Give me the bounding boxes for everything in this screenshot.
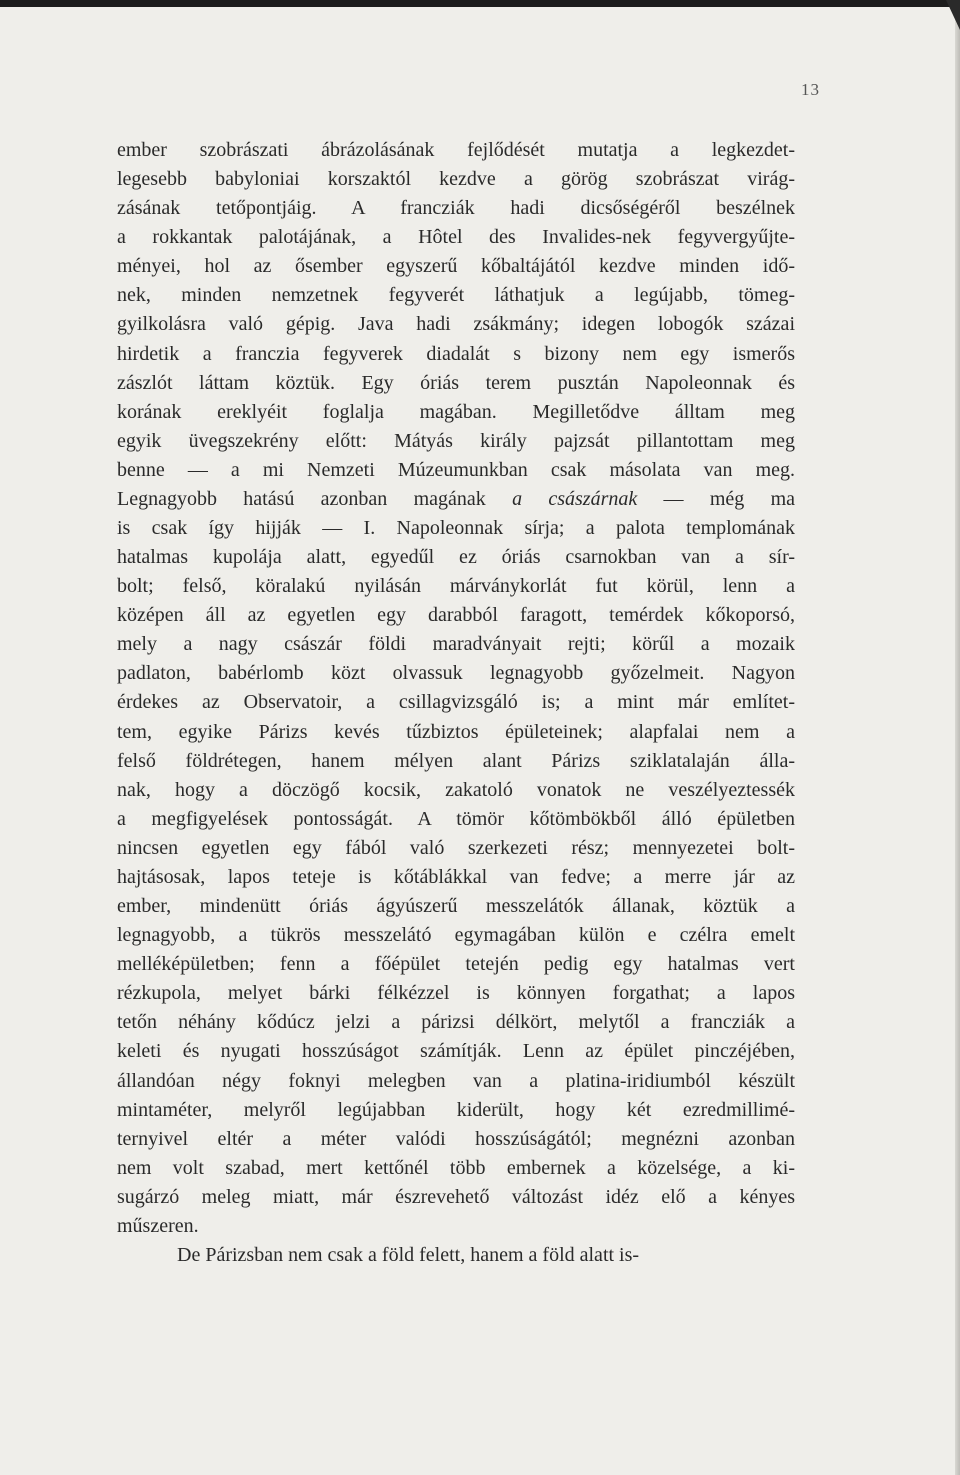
text-line: nek, minden nemzetnek fegyverét láthatjuk a legújabb, tömeg- [117,284,795,307]
text-line: egyik üvegszekrény előtt: Mátyás király pajzsát pillantottam meg [117,429,795,452]
page-right-edge [955,0,960,1475]
text-line: benne — a mi Nemzeti Múzeumunkban csak másolata van meg. [117,458,795,481]
text-line: zásának tetőpontjáig. A francziák hadi dicsőségéről beszélnek [117,197,795,220]
text-line: zászlót láttam köztük. Egy óriás terem pusztán Napoleonnak és [117,371,795,394]
text-line: ember szobrászati ábrázolásának fejlődését mutatja a legkezdet- [117,139,795,161]
text-line: legesebb babyloniai korszaktól kezdve a görög szobrászat virág- [117,168,795,191]
text-line: nem volt szabad, mert kettőnél több embernek a közelsége, a ki- [117,1156,795,1179]
text-line: korának ereklyéit foglalja magában. Megilletődve álltam meg [117,400,795,423]
text-line: rézkupola, melyet bárki félkézzel is könnyen forgathat; a lapos [117,982,795,1005]
text-line: ményei, hol az ősember egyszerű kőbaltájától kezdve minden idő- [117,255,795,278]
text-line: a megfigyelések pontosságát. A tömör kőtömbökből álló épületben [117,807,795,830]
text-line: nak, hogy a döczögő kocsik, zakatoló vonatok ne veszélyeztessék [117,778,795,801]
page-number: 13 [801,80,820,99]
text-line: középen áll az egyetlen egy darabból faragott, temérdek kőkoporsó, [117,604,795,627]
text-line: legnagyobb, a tükrös messzelátó egymagában külön e czélra emelt [117,924,795,947]
text-line: mely a nagy császár földi maradványait rejti; körűl a mozaik [117,633,795,656]
text-line: nincsen egyetlen egy fából való szerkezeti rész; mennyezetei bolt- [117,836,795,859]
text-line: ember, mindenütt óriás ágyúszerű messzelátók állanak, köztük a [117,895,795,918]
text-line: keleti és nyugati hosszúságot számítják. Lenn az épület pinczéjében, [117,1040,795,1063]
text-line: tetőn néhány kődúcz jelzi a párizsi délkört, melytől a francziák a [117,1011,795,1034]
text-line: hatalmas kupolája alatt, egyedűl ez óriás csarnokban van a sír- [117,546,795,569]
text-line: hajtásosak, lapos teteje is kőtáblákkal van fedve; a merre jár az [117,865,795,888]
text-line: is csak így hijják — I. Napoleonnak sírja; a palota templomának [117,517,795,540]
text-line: műszeren. [117,1214,199,1237]
text-line: Legnagyobb hatású azonban magának a császárnak — még ma [117,487,795,510]
text-line: tem, egyike Párizs kevés tűzbiztos épületeinek; alapfalai nem a [117,720,795,743]
text-line: sugárzó meleg miatt, már észrevehető változást idéz elő a kényes [117,1185,795,1208]
text-line: érdekes az Observatoir, a csillagvizsgáló is; a mint már említet- [117,691,795,714]
text-line: hirdetik a franczia fegyverek diadalát s bizony nem egy ismerős [117,342,795,365]
text-line: mintaméter, melyről legújabban kiderült, hogy két ezredmillimé- [117,1098,795,1121]
text-line: padlaton, babérlomb közt olvassuk legnagyobb győzelmeit. Nagyon [117,662,795,685]
text-line: De Párizsban nem csak a föld felett, hanem a föld alatt is- [177,1243,640,1266]
text-line: a rokkantak palotájának, a Hôtel des Invalides-nek fegyvergyűjte- [117,226,795,249]
text-line: felső földrétegen, hanem mélyen alant Párizs sziklatalaján álla- [117,749,795,772]
text-line: bolt; felső, köralakú nyilásán márványkorlát fut körül, lenn a [117,575,795,598]
emphasis: a császárnak [512,487,638,510]
text-line: melléképületben; fenn a főépület tetején pedig egy hatalmas vert [117,953,795,976]
text-line: állandóan négy foknyi melegben van a platina-iridiumból készült [117,1069,795,1092]
text-line: gyilkolásra való gépig. Java hadi zsákmány; idegen lobogók százai [117,313,795,336]
page-top-edge [0,0,960,7]
body-text [117,136,795,1270]
text-line: ternyivel eltér a méter valódi hosszúságától; megnézni azonban [117,1127,795,1150]
